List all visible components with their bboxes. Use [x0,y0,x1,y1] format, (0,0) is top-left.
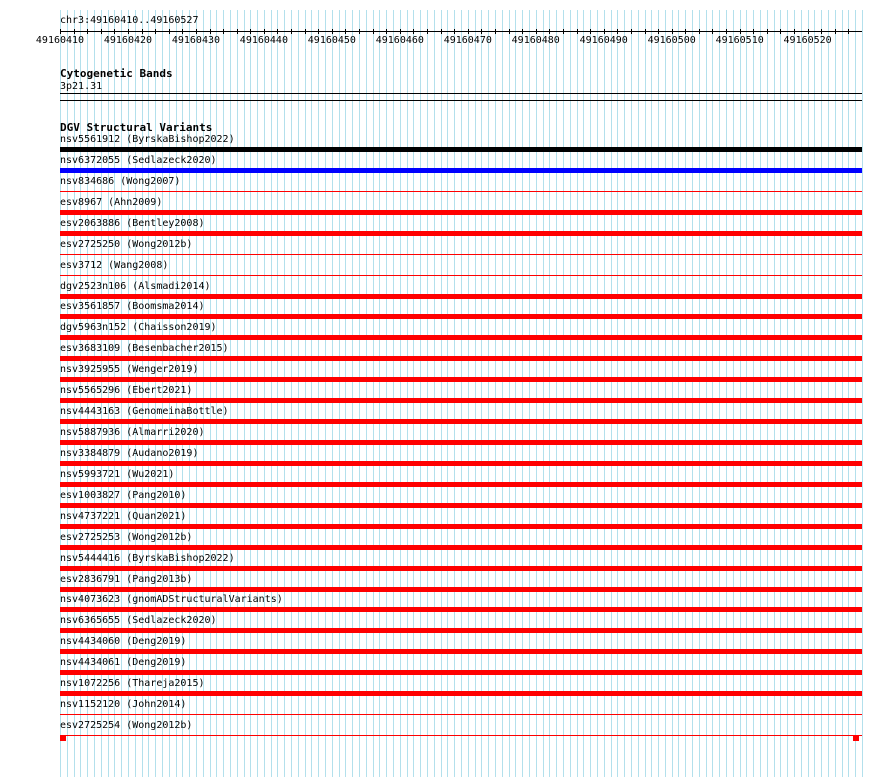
ruler-tick [169,29,170,34]
ruler-tick [427,29,428,34]
ruler-tick [182,29,183,34]
ruler-tick [617,29,618,34]
variant-label[interactable]: nsv4434060 (Deng2019) [60,636,187,647]
ruler-tick [726,29,727,34]
ruler-tick [400,29,401,34]
variant-label[interactable]: dgv2523n106 (Alsmadi2014) [60,281,211,292]
variant-bar[interactable] [60,440,862,445]
ruler-tick [196,29,197,34]
left-end-marker [60,735,66,741]
ruler-tick [264,29,265,34]
variant-bar[interactable] [60,231,862,236]
variant-bar[interactable] [60,670,862,675]
ruler-tick-label: 49160440 [239,35,288,46]
ruler-tick [794,29,795,34]
ruler-tick [604,29,605,34]
variant-label[interactable]: nsv5565296 (Ebert2021) [60,385,193,396]
ruler-tick [712,29,713,34]
variant-bar[interactable] [60,168,862,173]
ruler-tick [128,29,129,34]
variant-bar[interactable] [60,545,862,550]
variant-label[interactable]: nsv6365655 (Sedlazeck2020) [60,615,217,626]
ruler-tick [835,29,836,34]
track-divider [60,100,862,101]
ruler-tick [291,29,292,34]
ruler-tick [60,29,61,34]
variant-label[interactable]: esv2725250 (Wong2012b) [60,239,193,250]
variant-bar[interactable] [60,566,862,571]
variant-bar[interactable] [60,735,862,736]
ruler-tick [563,29,564,34]
ruler-tick [740,29,741,34]
variant-label[interactable]: nsv5561912 (ByrskaBishop2022) [60,134,235,145]
variant-bar[interactable] [60,254,862,255]
ruler-tick-label: 49160470 [443,35,492,46]
ruler-tick [359,29,360,34]
variant-label[interactable]: esv2063886 (Bentley2008) [60,218,205,229]
cytoband-label[interactable]: 3p21.31 [60,81,103,92]
ruler-tick [413,29,414,34]
ruler-tick [672,29,673,34]
ruler-tick [345,29,346,34]
ruler-tick [454,29,455,34]
ruler-tick-label: 49160450 [307,35,356,46]
variant-label[interactable]: esv3712 (Wang2008) [60,260,169,271]
position-readout: chr3:49160410..49160527 [60,15,199,26]
variant-bar[interactable] [60,356,862,361]
ruler-tick [645,29,646,34]
ruler-tick [386,29,387,34]
variant-label[interactable]: esv3561857 (Boomsma2014) [60,301,205,312]
ruler-tick [142,29,143,34]
variant-bar[interactable] [60,398,862,403]
right-end-marker [853,735,859,741]
variant-bar[interactable] [60,714,862,715]
variant-label[interactable]: nsv4737221 (Quan2021) [60,511,187,522]
ruler-tick [373,29,374,34]
ruler-tick [808,29,809,34]
ruler-tick [441,29,442,34]
variant-bar[interactable] [60,461,862,466]
variant-bar[interactable] [60,147,862,152]
ruler-tick [780,29,781,34]
variant-bar[interactable] [60,524,862,529]
ruler-tick [250,29,251,34]
ruler-tick-label: 49160510 [715,35,764,46]
ruler-tick-label: 49160420 [103,35,153,46]
ruler-tick [536,29,537,34]
variant-label[interactable]: nsv4443163 (GenomeinaBottle) [60,406,229,417]
variant-label[interactable]: esv2725253 (Wong2012b) [60,532,193,543]
ruler-tick [821,29,822,34]
ruler-tick [848,29,849,34]
ruler-tick [114,29,115,34]
variant-label[interactable]: esv2836791 (Pang2013b) [60,574,193,585]
ruler-tick [495,29,496,34]
ruler-axis [60,31,862,32]
variant-label[interactable]: nsv834686 (Wong2007) [60,176,181,187]
variant-bar[interactable] [60,294,862,299]
ruler-tick [155,29,156,34]
ruler-tick [522,29,523,34]
ruler-tick [223,29,224,34]
variant-label[interactable]: nsv4073623 (gnomADStructuralVariants) [60,594,283,605]
variant-bar[interactable] [60,377,862,382]
ruler-tick-label: 49160500 [647,35,696,46]
variant-bar[interactable] [60,275,862,276]
ruler-tick [468,29,469,34]
variant-bar[interactable] [60,503,862,508]
dgv-track-title: DGV Structural Variants [60,121,213,134]
variant-label[interactable]: esv8967 (Ahn2009) [60,197,163,208]
ruler-tick-label: 49160460 [375,35,424,46]
ruler-tick-label: 49160480 [511,35,560,46]
variant-bar[interactable] [60,691,862,696]
ruler-tick [753,29,754,34]
variant-bar[interactable] [60,628,862,633]
ruler-tick [305,29,306,34]
variant-bar[interactable] [60,314,862,319]
ruler-tick-label: 49160410 [35,35,85,46]
variant-label[interactable]: esv2725254 (Wong2012b) [60,720,193,731]
ruler-tick [101,29,102,34]
variant-bar[interactable] [60,607,862,612]
variant-bar[interactable] [60,210,862,215]
variant-label[interactable]: nsv4434061 (Deng2019) [60,657,187,668]
variant-label[interactable]: esv1003827 (Pang2010) [60,490,187,501]
ruler-tick-label: 49160430 [171,35,221,46]
variant-bar[interactable] [60,649,862,654]
ruler-tick [631,29,632,34]
variant-bar[interactable] [60,419,862,424]
ruler-tick [658,29,659,34]
ruler-tick [277,29,278,34]
cytoband-track-title: Cytogenetic Bands [60,67,173,80]
variant-label[interactable]: dgv5963n152 (Chaisson2019) [60,322,217,333]
ruler-tick [332,29,333,34]
ruler-tick [74,29,75,34]
ruler-tick [685,29,686,34]
ruler-tick-label: 49160490 [579,35,628,46]
variant-label[interactable]: esv3683109 (Besenbacher2015) [60,343,229,354]
ruler-tick [210,29,211,34]
ruler-tick-label: 49160520 [783,35,832,46]
variant-bar[interactable] [60,587,862,592]
variant-bar[interactable] [60,482,862,487]
variant-label[interactable]: nsv5993721 (Wu2021) [60,469,175,480]
ruler-tick [767,29,768,34]
variant-label[interactable]: nsv3384879 (Audano2019) [60,448,199,459]
ruler-tick [699,29,700,34]
ruler-tick [87,29,88,34]
variant-bar[interactable] [60,335,862,340]
cytoband-line [60,93,862,94]
variant-label[interactable]: nsv1072256 (Thareja2015) [60,678,205,689]
ruler-tick [549,29,550,34]
ruler-tick [509,29,510,34]
variant-label[interactable]: nsv5444416 (ByrskaBishop2022) [60,553,235,564]
ruler-tick [318,29,319,34]
ruler-tick [481,29,482,34]
variant-label[interactable]: nsv3925955 (Wenger2019) [60,364,199,375]
variant-label[interactable]: nsv1152120 (John2014) [60,699,187,710]
variant-bar[interactable] [60,191,862,192]
ruler-tick [590,29,591,34]
ruler-tick [577,29,578,34]
variant-label[interactable]: nsv6372055 (Sedlazeck2020) [60,155,217,166]
variant-label[interactable]: nsv5887936 (Almarri2020) [60,427,205,438]
ruler-tick [237,29,238,34]
